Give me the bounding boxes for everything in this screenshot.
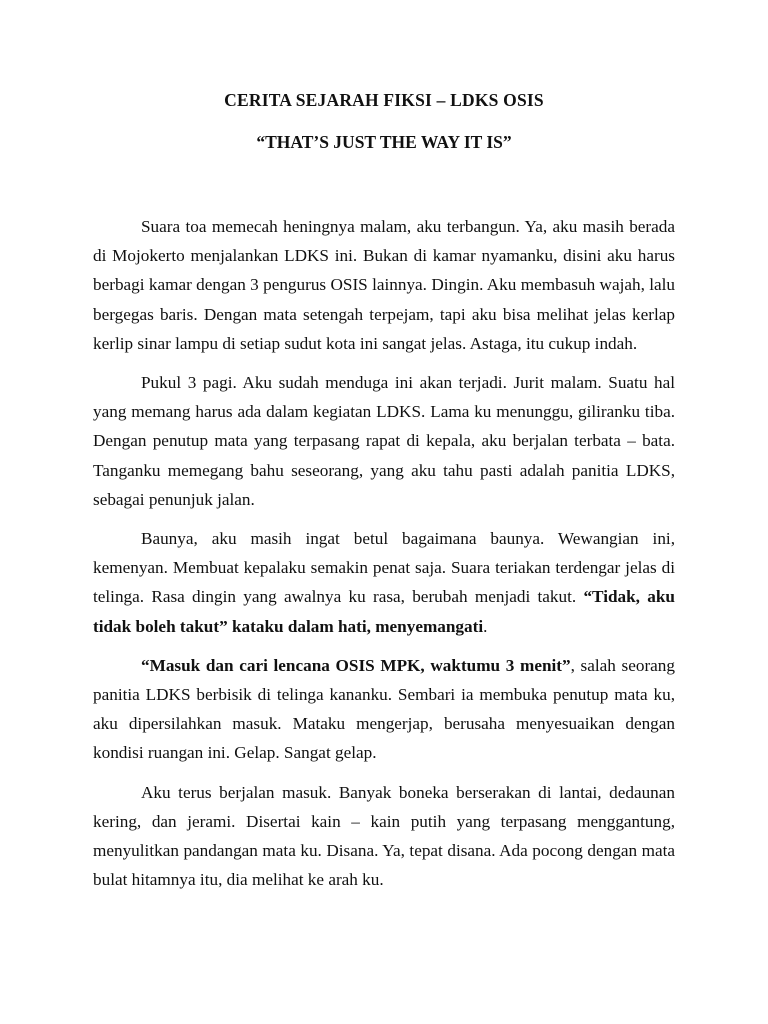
- paragraph-2-text: Pukul 3 pagi. Aku sudah menduga ini akan terjadi. Jurit malam. Suatu hal yang memang harus ada dalam kegiatan LDKS. Lama ku menunggu, giliranku tiba. Dengan penutup mata yang terpasang rapat di kepala, aku berjalan terbata – bata. Tanganku memegang bahu seseorang, yang aku tahu pasti adalah panitia LDKS, sebagai penunjuk jalan.: [93, 373, 675, 509]
- paragraph-3: [93, 524, 675, 641]
- paragraph-3-bold-quote: “Tidak, aku tidak boleh takut” kataku dalam hati, menyemangati: [93, 587, 675, 636]
- paragraph-1-text: Suara toa memecah heningnya malam, aku terbangun. Ya, aku masih berada di Mojokerto menjalankan LDKS ini. Bukan di kamar nyamanku, disini aku harus berbagi kamar dengan 3 pengurus OSIS lainnya. Dingin. Aku membasuh wajah, lalu bergegas baris. Dengan mata setengah terpejam, tapi aku bisa melihat jelas kerlap kerlip sinar lampu di setiap sudut kota ini sangat jelas. Astaga, itu cukup indah.: [93, 217, 675, 353]
- paragraph-3-text: Baunya, aku masih ingat betul bagaimana baunya. Wewangian ini, kemenyan. Membuat kepalaku semakin penat saja. Suara teriakan terdengar jelas di telinga. Rasa dingin yang awalnya ku rasa, berubah menjadi takut.: [93, 529, 675, 607]
- paragraph-4: [93, 651, 675, 768]
- paragraph-4-bold-quote: “Masuk dan cari lencana OSIS MPK, waktumu 3 menit”: [141, 655, 571, 675]
- paragraph-5-text: Aku terus berjalan masuk. Banyak boneka berserakan di lantai, dedaunan kering, dan jerami. Disertai kain – kain putih yang terpasang menggantung, menyulitkan pandangan mata ku. Disana. Ya, tepat disana. Ada pocong dengan mata bulat hitamnya itu, dia melihat ke arah ku.: [93, 782, 675, 890]
- document-subtitle: “THAT’S JUST THE WAY IT IS”: [256, 132, 512, 152]
- document-title: CERITA SEJARAH FIKSI – LDKS OSIS: [224, 90, 544, 110]
- document-page: [93, 0, 675, 904]
- document-body: [93, 212, 675, 894]
- paragraph-1: [93, 212, 675, 358]
- paragraph-3-end: .: [483, 616, 488, 636]
- paragraph-4-text: , salah seorang panitia LDKS berbisik di telinga kananku. Sembari ia membuka penutup mata ku, aku dipersilahkan masuk. Mataku mengerjap, berusaha menyesuaikan dengan kondisi ruangan ini. Gelap. Sangat gelap.: [93, 655, 675, 763]
- paragraph-5: [93, 778, 675, 895]
- paragraph-2: [93, 368, 675, 514]
